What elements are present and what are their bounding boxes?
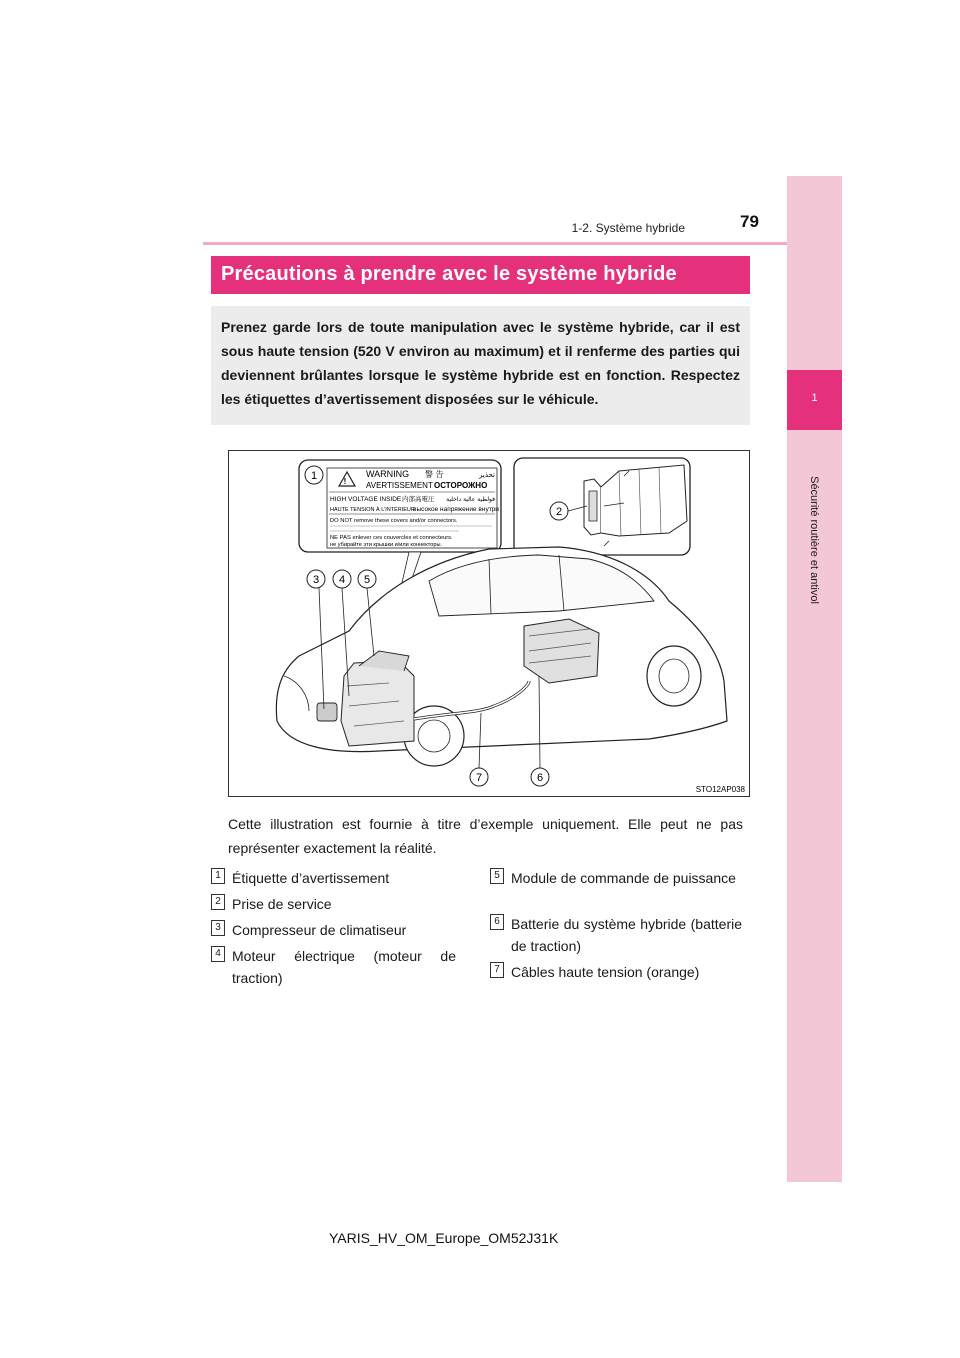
chapter-number-tab[interactable] [787, 370, 842, 430]
callout-1: 1 [310, 470, 318, 482]
callout-4: 4 [338, 574, 346, 586]
hybrid-system-illustration [228, 450, 750, 797]
item-text: Module de commande de puissance [511, 870, 736, 886]
illustration-caption: Cette illustration est fournie à titre d’exemple uniquement. Elle peut ne pas représenter exactement la réalité. [228, 816, 743, 856]
item-number-box: 5 [490, 868, 504, 884]
ac-compressor [317, 703, 337, 721]
item-text: Étiquette d’avertissement [232, 870, 390, 886]
chapter-title: Sécurité routière et antivol [808, 476, 820, 604]
label-warning-en: WARNING [366, 469, 410, 479]
label-avertissement: AVERTISSEMENT [366, 481, 433, 490]
item-number-box: 1 [211, 868, 225, 884]
intro-box: Prenez garde lors de toute manipulation avec le système hybride, car il est sous haute tension (520 V environ au maximum) et il renferme des parties qui deviennent brûlantes lorsque le système hybride est en fonction. Respectez les étiquettes d’avertissement disposées sur le véhicule. [211, 306, 750, 425]
footer-doc-code: YARIS_HV_OM_Europe_OM52J31K [329, 1230, 559, 1246]
label-hv-inside: HIGH VOLTAGE INSIDE [330, 496, 402, 503]
item-number-box: 2 [211, 894, 225, 910]
label-hv-fr: HAUTE TENSION À L’INTÉRIEUR [330, 507, 415, 513]
chapter-title-vertical [800, 450, 828, 630]
item-number-box: 7 [490, 962, 504, 978]
item-text: Batterie du système hybride (batterie de traction) [511, 916, 742, 954]
label-hv-ar: فولطية عالية داخلية [446, 496, 495, 503]
figure-code: STO12AP038 [695, 785, 745, 794]
hybrid-battery [524, 619, 599, 683]
page-title: Précautions à prendre avec le système hybride [211, 256, 750, 294]
label-warning-jp: 警 告 [425, 470, 444, 479]
label-line-fr: NE PAS enlever ces couvercles et connecteurs. [330, 535, 453, 541]
header-divider [203, 242, 787, 245]
page-number: 79 [740, 212, 759, 231]
callout-6: 6 [536, 772, 544, 784]
item-text: Prise de service [232, 896, 332, 912]
label-hv-jp: 内部高電圧 [402, 495, 435, 503]
callout-5: 5 [363, 574, 371, 586]
item-number-box: 3 [211, 920, 225, 936]
illustration-svg [229, 451, 749, 796]
item-text: Câbles haute tension (orange) [511, 964, 700, 980]
callout-7: 7 [475, 772, 483, 784]
chapter-side-tab [787, 176, 842, 1182]
label-hv-ru: высокое напряжение внутри [413, 506, 499, 513]
item-text: Compresseur de climatiseur [232, 922, 407, 938]
item-text: Moteur électrique (moteur de traction) [232, 948, 456, 986]
label-warning-ar: تحذير [479, 471, 495, 479]
label-ru: ОСТОРОЖНО [434, 481, 488, 490]
callout-3: 3 [312, 574, 320, 586]
chapter-number: 1 [811, 392, 818, 404]
svg-text:!: ! [343, 477, 347, 486]
label-line-en: DO NOT remove these covers and/or connectors. [330, 518, 458, 524]
label-line-ru: не убирайте эти крышки и/или коннекторы. [330, 542, 443, 548]
section-title: 1-2. Système hybride [571, 221, 685, 235]
item-number-box: 4 [211, 946, 225, 962]
item-number-box: 6 [490, 914, 504, 930]
callout-2: 2 [555, 506, 563, 518]
